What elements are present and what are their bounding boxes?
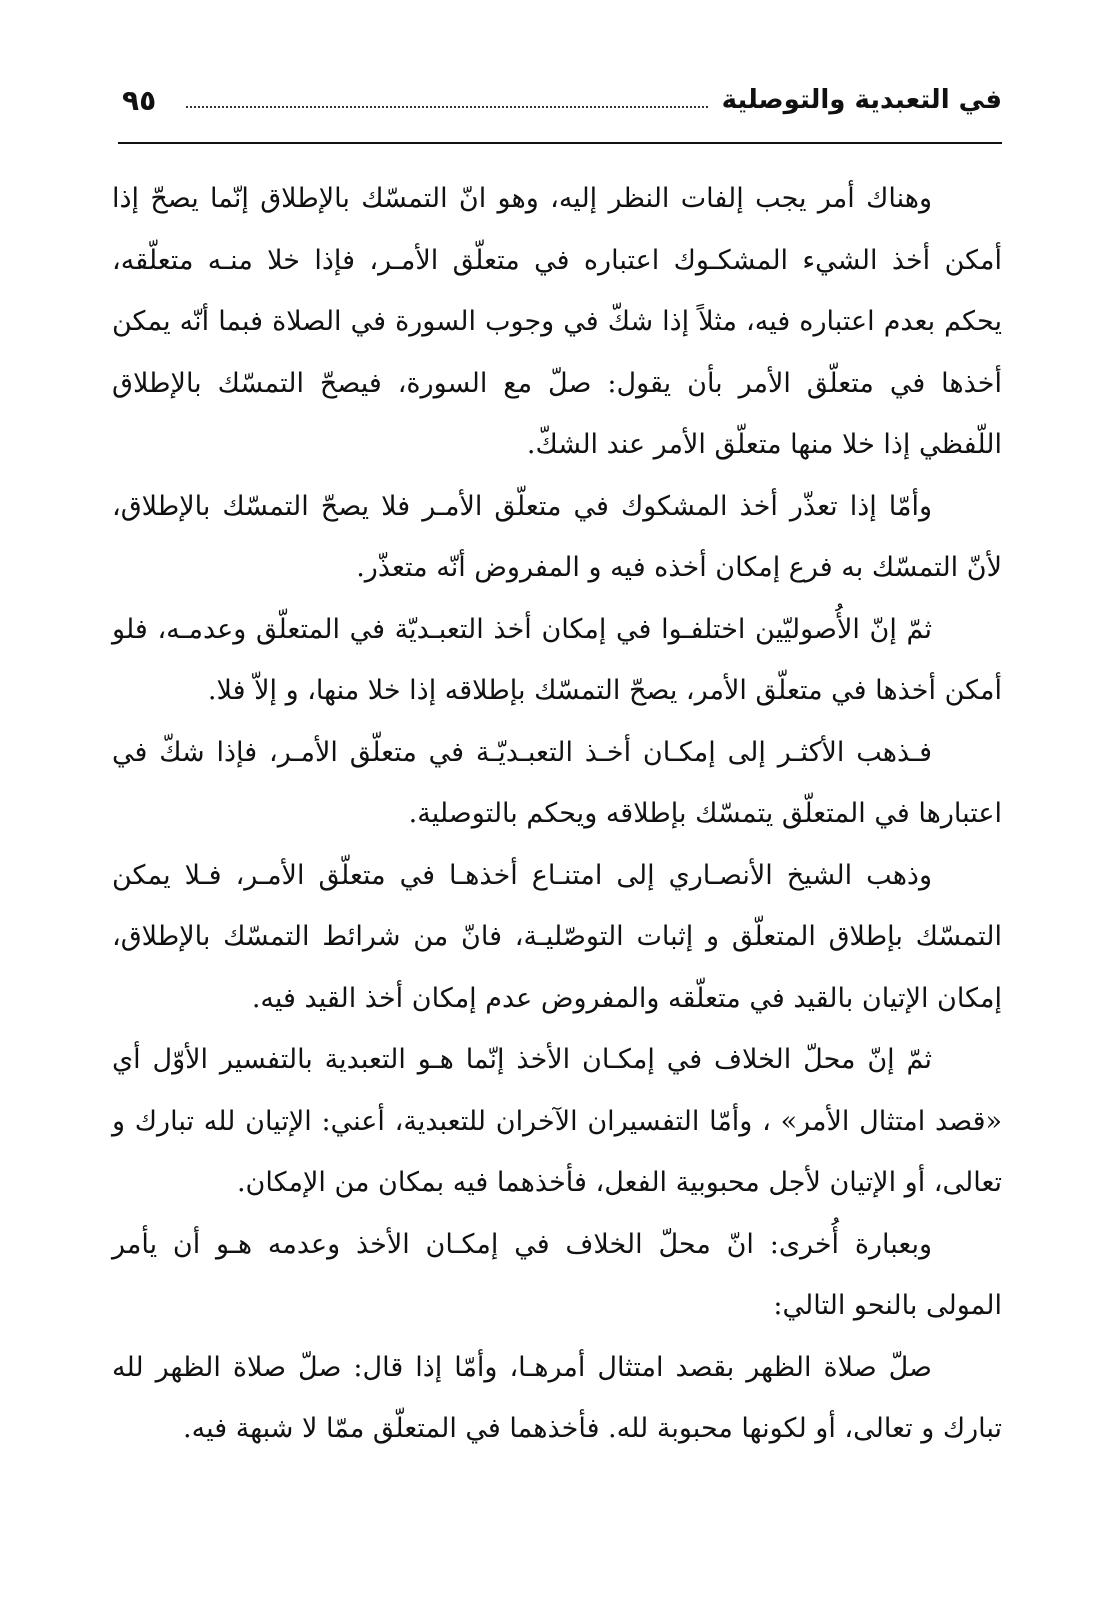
paragraph: صلّ صلاة الظهر بقصد امتثال أمرهـا، وأمّا إذا قال: صلّ صلاة الظهر لله تبارك و تعالى، أو لكونها محبوبة لله. فأخذهما في المتعلّق ممّا لا شبهة فيه. xyxy=(112,1351,1002,1444)
header-leader-dots xyxy=(186,106,707,108)
paragraph: ثمّ إنّ الأُصوليّين اختلفـوا في إمكان أخذ التعبـديّة في المتعلّق وعدمـه، فلو أمكن أخذها في متعلّق الأمر، يصحّ التمسّك بإطلاقه إذا خلا منها، و إلاّ فلا. xyxy=(112,613,1002,706)
page-number: ٩٥ xyxy=(122,83,157,117)
paragraph: فـذهب الأكثـر إلى إمكـان أخـذ التعبـديّـة في متعلّق الأمـر، فإذا شكّ في اعتبارها في المتعلّق يتمسّك بإطلاقه ويحكم بالتوصلية. xyxy=(112,736,1002,829)
running-title: في التعبدية والتوصلية xyxy=(721,85,1002,115)
paragraph: ثمّ إنّ محلّ الخلاف في إمكـان الأخذ إنّما هـو التعبدية بالتفسير الأوّل أي «قصد امتثال الأمر» ، وأمّا التفسيران الآخران للتعبدية، أعني: الإتيان لله تبارك و تعالى، أو الإتيان لأجل محبوبية الفعل، فأخذهما فيه بمكان من الإمكان. xyxy=(112,1044,1002,1198)
paragraph: وبعبارة أُخرى: انّ محلّ الخلاف في إمكـان الأخذ وعدمه هـو أن يأمر المولى بالنحو التالي: xyxy=(112,1228,1002,1321)
paragraph: وذهب الشيخ الأنصـاري إلى امتنـاع أخذهـا في متعلّق الأمـر، فـلا يمكن التمسّك بإطلاق المتعلّق و إثبات التوصّليـة، فانّ من شرائط التمسّك بالإطلاق، إمكان الإتيان بالقيد في متعلّقه والمفروض عدم إمكان أخذ القيد فيه. xyxy=(112,859,1002,1014)
body-text xyxy=(112,168,1002,1460)
page-header xyxy=(112,78,1002,122)
header-divider xyxy=(118,142,1002,144)
paragraph: وهناك أمر يجب إلفات النظر إليه، وهو انّ التمسّك بالإطلاق إنّما يصحّ إذا أمكن أخذ الشيء المشكـوك اعتباره في متعلّق الأمـر، فإذا خلا منـه متعلّقه، يحكم بعدم اعتباره فيه، مثلاً إذا شكّ في وجوب السورة في الصلاة فبما أنّه يمكن أخذها في متعلّق الأمر بأن يقول: صلّ مع السورة، فيصحّ التمسّك بالإطلاق اللّفظي إذا خلا منها متعلّق الأمر عند الشكّ. xyxy=(112,183,1002,460)
paragraph: وأمّا إذا تعذّر أخذ المشكوك في متعلّق الأمـر فلا يصحّ التمسّك بالإطلاق، لأنّ التمسّك به فرع إمكان أخذه فيه و المفروض أنّه متعذّر. xyxy=(112,490,1002,583)
